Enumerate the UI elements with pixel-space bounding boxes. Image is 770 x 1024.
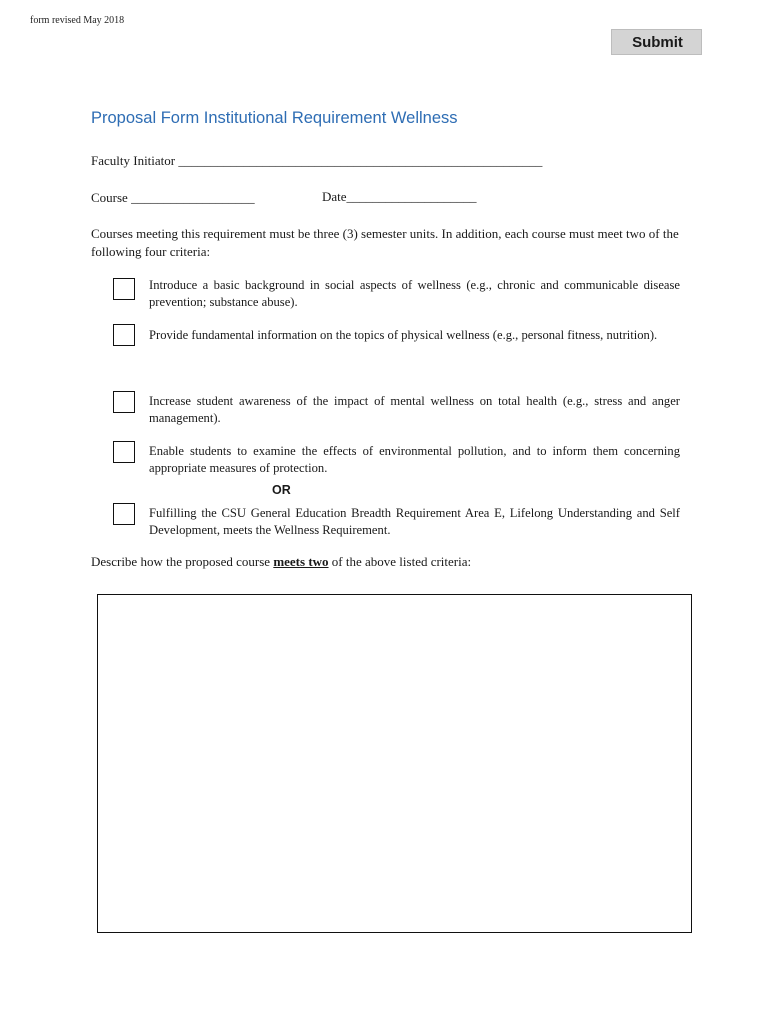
date-field[interactable]: Date____________________	[322, 189, 477, 204]
criterion-5-checkbox[interactable]	[113, 503, 135, 525]
criterion-3-checkbox[interactable]	[113, 391, 135, 413]
describe-prompt	[91, 554, 471, 570]
describe-prompt-after: of the above listed criteria:	[328, 554, 472, 569]
describe-prompt-before: Describe how the proposed course	[91, 554, 274, 569]
criterion-1-text: Introduce a basic background in social aspects of wellness (e.g., chronic and communicable disease prevention; substance abuse).	[149, 278, 680, 309]
criterion-1-checkbox[interactable]	[113, 278, 135, 300]
criteria-description-textarea[interactable]	[97, 594, 692, 933]
revision-note: form revised May 2018	[30, 15, 125, 26]
criterion-2-text: Provide fundamental information on the topics of physical wellness (e.g., personal fitness, nutrition).	[149, 328, 658, 342]
criterion-5-text: Fulfilling the CSU General Education Breadth Requirement Area E, Lifelong Understanding and Self Development, meets the Wellness Requirement.	[149, 506, 680, 537]
criterion-4-text: Enable students to examine the effects of environmental pollution, and to inform them concerning appropriate measures of protection.	[149, 444, 680, 475]
form-title: Proposal Form Institutional Requirement Wellness	[91, 109, 458, 127]
submit-button[interactable]: Submit	[611, 29, 702, 55]
course-field[interactable]: Course ___________________	[91, 190, 255, 205]
criterion-4-checkbox[interactable]	[113, 441, 135, 463]
faculty-initiator-field[interactable]: Faculty Initiator ________________________________________________________	[91, 153, 543, 168]
criterion-3-text: Increase student awareness of the impact of mental wellness on total health (e.g., stress and anger management).	[149, 394, 680, 425]
describe-prompt-emphasis: meets two	[273, 554, 329, 569]
criterion-2-checkbox[interactable]	[113, 324, 135, 346]
or-separator: OR	[272, 483, 291, 497]
requirement-intro: Courses meeting this requirement must be three (3) semester units. In addition, each course must meet two of the following four criteria:	[91, 226, 679, 259]
